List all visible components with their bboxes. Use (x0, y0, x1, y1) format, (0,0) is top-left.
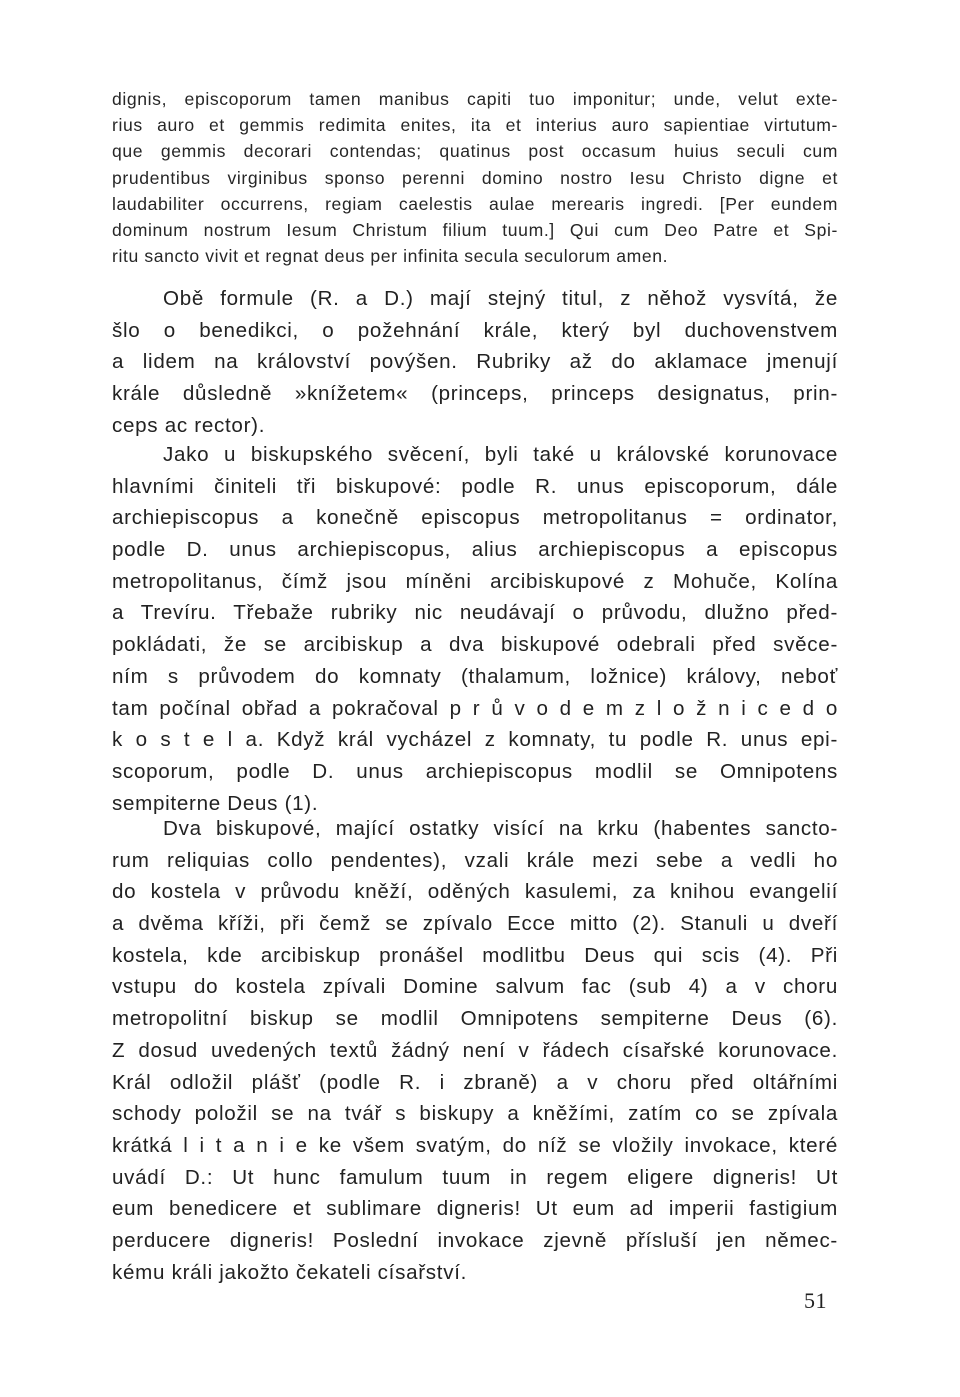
text-line: uvádí D.: Ut hunc famulum tuum in regem eligere digneris! Ut (112, 1165, 838, 1189)
text-line: ritu sancto vivit et regnat deus per infinita secula seculorum amen. (112, 246, 669, 267)
text-line: dignis, episcoporum tamen manibus capiti tuo imponitur; unde, velut exte- (112, 89, 838, 109)
text-line: hlavními činiteli tři biskupové: podle R. unus episcoporum, dále (112, 474, 838, 498)
text-line: dominum nostrum Iesum Christum filium tuum.] Qui cum Deo Patre et Spi- (112, 219, 838, 240)
text-line: a Trevíru. Třebaže rubriky nic neudávají o průvodu, dlužno před- (112, 601, 838, 625)
text-line: krátká l i t a n i e ke všem svatým, do níž se vložily invokace, které (112, 1133, 838, 1157)
text-line: k o s t e l a. Když král vycházel z komnaty, tu podle R. unus epi- (112, 728, 838, 752)
text-line: podle D. unus archiepiscopus, alius archiepiscopus a episcopus (112, 538, 838, 562)
text-line: metropolitní biskup se modlil Omnipotens sempiterne Deus (6). (112, 1007, 838, 1031)
text-line: Dva biskupové, mající ostatky visící na krku (habentes sancto- (163, 817, 838, 840)
text-line: kému králi jakožto čekateli císařství. (112, 1260, 468, 1284)
text-line: schody položil se na tvář s biskupy a kněžími, zatím co se zpívala (112, 1102, 838, 1126)
text-line: prudentibus virginibus sponso perenni domino nostro Iesu Christo digne et (112, 167, 838, 188)
paragraph-procession (112, 813, 838, 1288)
text-line: kostela, kde arcibiskup pronášel modlitbu Deus qui scis (4). Při (112, 943, 838, 967)
text-line: ceps ac rector). (112, 413, 266, 437)
text-line: rum reliquias collo pendentes), vzali krále mezi sebe a vedli ho (112, 848, 838, 872)
text-line: vstupu do kostela zpívali Domine salvum fac (sub 4) a v choru (112, 975, 838, 999)
text-line: perducere digneris! Poslední invokace zjevně přísluší jen němec- (112, 1228, 838, 1252)
text-line: laudabiliter occurrens, regiam caelestis aulae merearis ingredi. [Per eundem (112, 193, 838, 214)
paragraph-bishops (112, 439, 838, 819)
text-line: krále důsledně »knížetem« (princeps, princeps designatus, prin- (112, 382, 838, 406)
text-line: Král odložil plášť (podle R. i zbraně) a v choru před oltářními (112, 1070, 838, 1094)
text-line: eum benedicere et sublimare digneris! Ut eum ad imperii fastigium (112, 1197, 838, 1221)
text-line: Z dosud uvedených textů žádný není v řádech císařské korunovace. (112, 1038, 838, 1062)
page-number: 51 (804, 1288, 827, 1313)
text-line: a dvěma kříži, při čemž se zpívalo Ecce mitto (2). Stanuli u dveří (112, 912, 838, 936)
paragraph-formulas (112, 283, 838, 441)
text-line: scoporum, podle D. unus archiepiscopus modlil se Omnipotens (112, 759, 838, 783)
text-line: tam počínal obřad a pokračoval p r ů v o d e m z l o ž n i c e d o (112, 696, 838, 720)
text-line: archiepiscopus a konečně episcopus metropolitanus = ordinator, (112, 506, 838, 530)
text-line: metropolitanus, čímž jsou míněni arcibiskupové z Mohuče, Kolína (112, 569, 838, 593)
text-line: pokládati, že se arcibiskup a dva biskupové odebrali před svěce- (112, 633, 838, 657)
text-line: que gemmis decorari contendas; quatinus post occasum huius seculi cum (112, 141, 838, 162)
latin-prayer-text (112, 86, 838, 269)
text-line: Jako u biskupského svěcení, byli také u královské korunovace (163, 443, 838, 466)
text-line: Obě formule (R. a D.) mají stejný titul, z něhož vysvítá, že (163, 287, 838, 310)
text-line: do kostela v průvodu kněží, oděných kasulemi, za knihou evangelií (112, 880, 838, 904)
text-line: ním s průvodem do komnaty (thalamum, ložnice) královy, neboť (112, 664, 838, 688)
text-line: rius auro et gemmis redimita enites, ita et interius auro sapientiae virtutum- (112, 115, 838, 136)
text-line: šlo o benedikci, o požehnání krále, který byl duchovenstvem (112, 318, 838, 342)
text-line: a lidem na království povýšen. Rubriky až do aklamace jmenují (112, 350, 838, 374)
text-line: sempiterne Deus (1). (112, 791, 319, 815)
